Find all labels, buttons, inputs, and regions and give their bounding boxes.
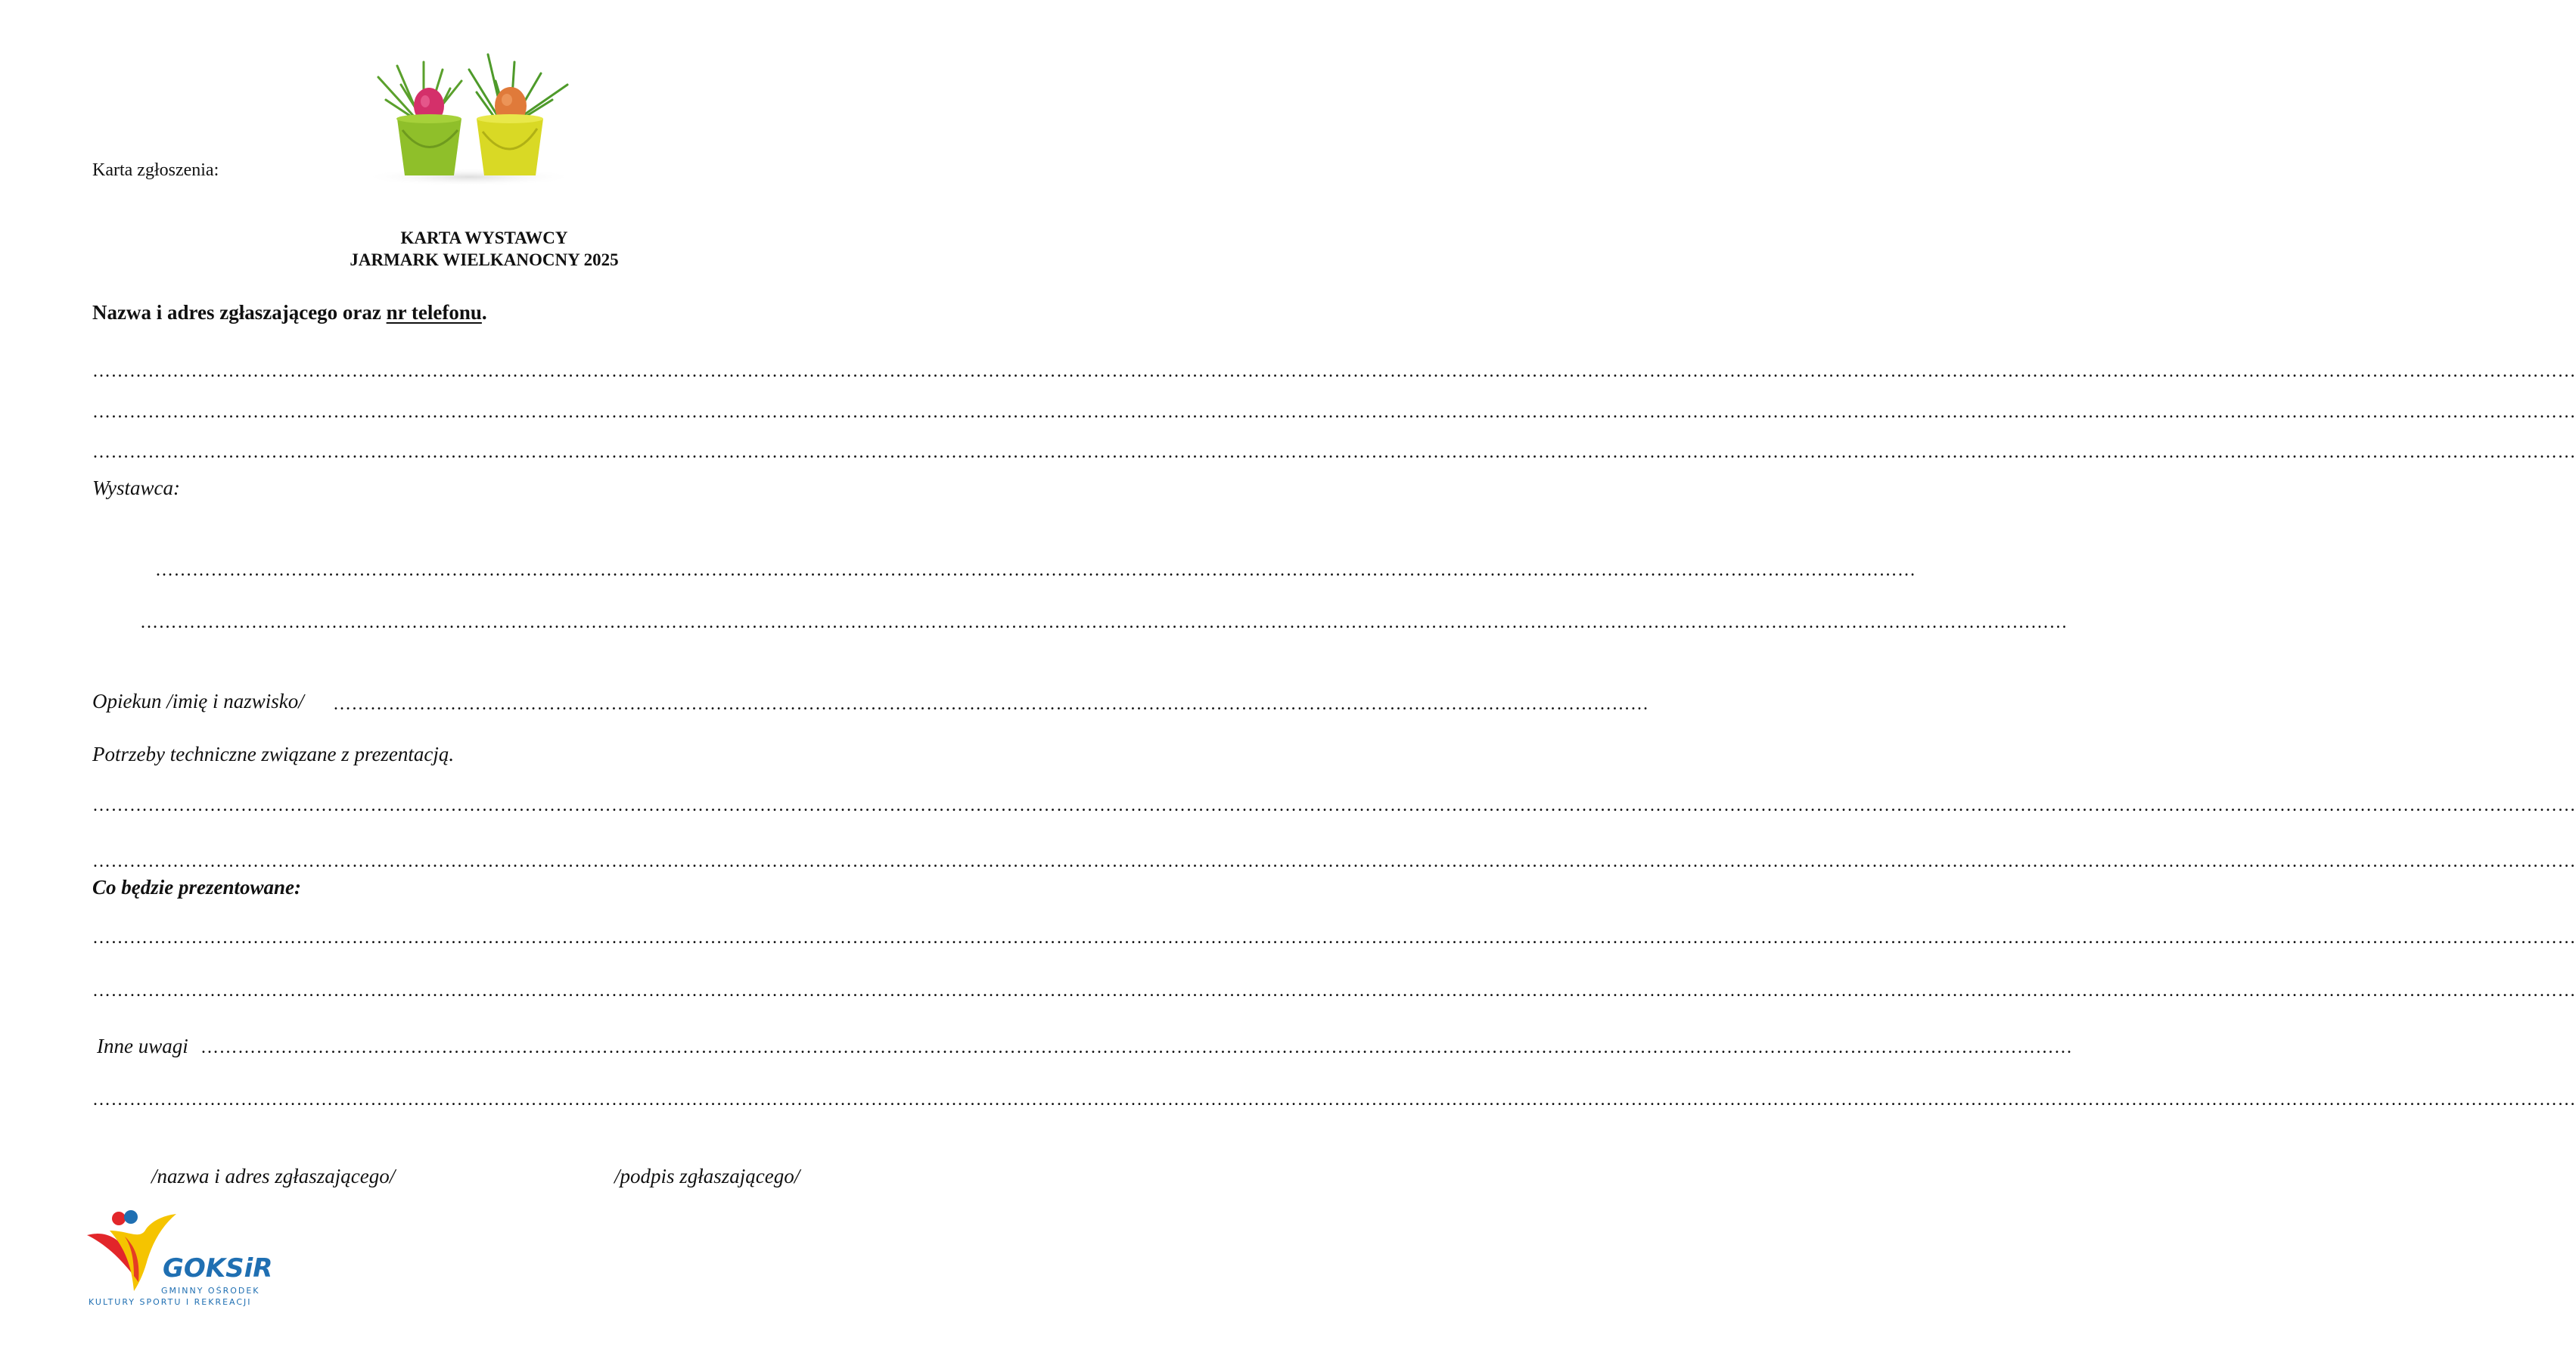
applicant-line-2[interactable]: ……………………………………………………………………………………………………………………………………………………………………………………………………………………………………………………………………………………………………………………………………………………………………: [92, 402, 2576, 422]
presented-label: Co będzie prezentowane:: [92, 876, 301, 899]
title-line-1: KARTA WYSTAWCY: [400, 228, 568, 247]
technical-line-1[interactable]: ……………………………………………………………………………………………………………………………………………………………………………………………………………………………………………………………………………………………………………………………………………………………………: [92, 796, 2576, 815]
remarks-line-1[interactable]: ……………………………………………………………………………………………………………………………………………………………………………………………………………………………………………………………………………: [200, 1038, 2073, 1057]
guardian-label: Opiekun /imię i nazwisko/: [92, 690, 304, 712]
goksir-logo: [87, 1206, 284, 1308]
guardian-line[interactable]: ……………………………………………………………………………………………………………………………………………………………………………………………: [333, 694, 1649, 714]
technical-label: Potrzeby techniczne związane z prezentacją.: [92, 743, 455, 765]
applicant-line-3[interactable]: ……………………………………………………………………………………………………………………………………………………………………………………………………………………………………………………………………………………………………………………………………………………………………: [92, 442, 2576, 462]
presented-line-2[interactable]: ……………………………………………………………………………………………………………………………………………………………………………………………………………………………………………………………………………………………………………………………………………………………………: [92, 981, 2576, 1001]
applicant-heading-end: .: [481, 301, 487, 324]
presented-line-1[interactable]: ……………………………………………………………………………………………………………………………………………………………………………………………………………………………………………………………………………………………………………………………………………………………………: [92, 928, 2576, 948]
technical-line-2[interactable]: ……………………………………………………………………………………………………………………………………………………………………………………………………………………………………………………………………………………………………………………………………………………………………: [92, 852, 2576, 871]
exhibitor-label: Wystawca:: [92, 477, 180, 499]
remarks-label: Inne uwagi: [97, 1035, 188, 1057]
applicant-heading: [92, 301, 487, 324]
signature-applicant: /podpis zgłaszającego/: [614, 1165, 800, 1187]
logo-name: GOKSiR: [163, 1253, 273, 1284]
applicant-line-1[interactable]: ……………………………………………………………………………………………………………………………………………………………………………………………………………………………………………………………………………………………………………………………………………………………………: [92, 362, 2576, 381]
exhibitor-line-1[interactable]: ……………………………………………………………………………………………………………………………………………………………………………………………………………………………………………………………: [155, 560, 1916, 580]
remarks-line-2[interactable]: ……………………………………………………………………………………………………………………………………………………………………………………………………………………………………………………………………………………………………………………………………………………………………: [92, 1090, 2576, 1110]
signature-name-address: /nazwa i adres zgłaszającego/: [151, 1165, 396, 1187]
easter-buckets-illustration: [356, 47, 583, 187]
logo-subtitle-2: KULTURY SPORTU I REKREACJI: [89, 1297, 252, 1307]
logo-subtitle-1: GMINNY OŚRODEK: [161, 1286, 260, 1296]
form-label: Karta zgłoszenia:: [92, 160, 219, 180]
applicant-heading-text: Nazwa i adres zgłaszającego oraz: [92, 301, 387, 324]
title-line-2: JARMARK WIELKANOCNY 2025: [350, 250, 619, 269]
exhibitor-line-2[interactable]: ……………………………………………………………………………………………………………………………………………………………………………………………………………………………………………………………………………………: [140, 613, 2068, 632]
phone-emphasis: nr telefonu: [386, 301, 482, 324]
